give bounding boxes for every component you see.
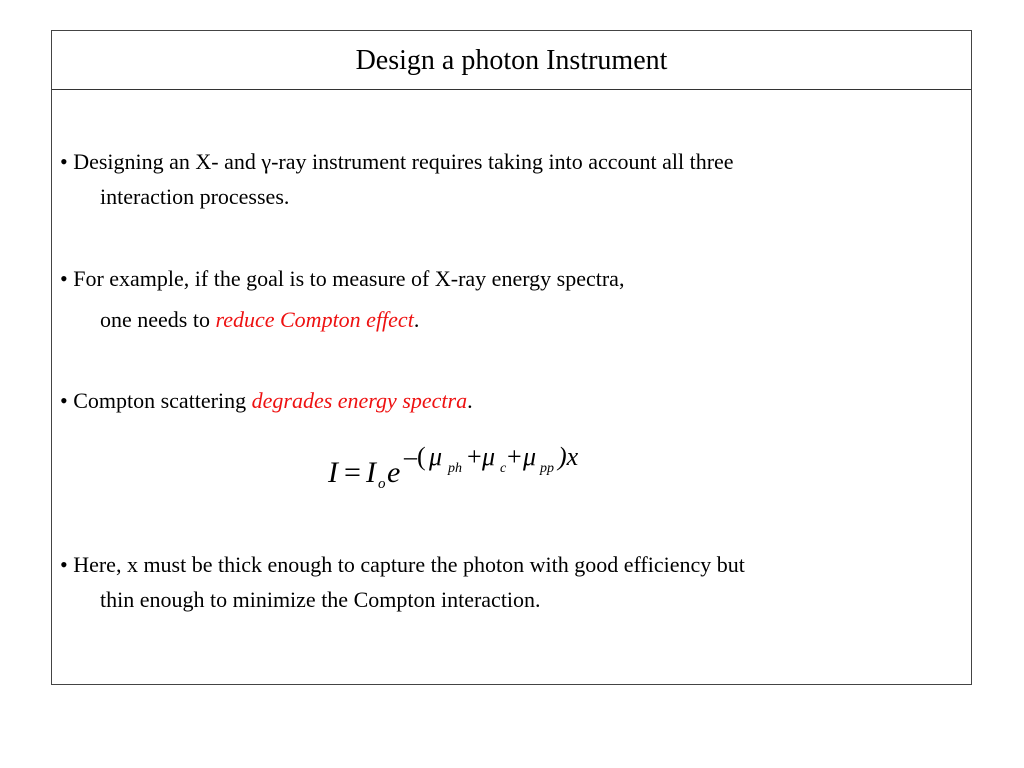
bullet-1-line-1: • Designing an X- and γ-ray instrument requires taking into account all three [60, 149, 734, 174]
formula-mu-ph: μ [429, 442, 443, 471]
formula-exp-base: e [387, 456, 401, 489]
bullet-1-line-2: interaction processes. [100, 184, 290, 209]
formula-sub-c: c [500, 461, 507, 476]
formula-plus-2: + [507, 442, 522, 471]
title-bar [52, 31, 971, 90]
formula-minus-paren: –( [404, 442, 426, 471]
slide-title: Design a photon Instrument [355, 45, 668, 76]
bullet-4-line-2: thin enough to minimize the Compton interaction. [100, 587, 541, 612]
formula-base-subscript: o [378, 476, 386, 492]
bullet-3-prefix: • Compton scattering [60, 388, 252, 413]
bullet-3-suffix: . [467, 388, 473, 413]
formula-mu-pp: μ [523, 442, 537, 471]
formula-lhs: I [328, 456, 338, 489]
formula-plus-1: + [467, 442, 482, 471]
formula-sub-pp: pp [540, 461, 554, 476]
bullet-2-emphasis: reduce Compton effect [215, 307, 414, 332]
formula-sub-ph: ph [448, 461, 462, 476]
bullet-3-emphasis: degrades energy spectra [251, 388, 468, 413]
bullet-2-line-1: • For example, if the goal is to measure of X-ray energy spectra, [60, 266, 625, 291]
formula-equals: = [344, 456, 361, 489]
bullet-2-suffix: . [413, 307, 420, 332]
bullet-2-prefix: one needs to [100, 307, 216, 332]
formula-close-x: )x [558, 442, 579, 471]
bullet-2-line-2 [100, 302, 419, 337]
attenuation-formula [278, 408, 598, 498]
formula-mu-c: μ [482, 442, 496, 471]
bullet-4-line-1: • Here, x must be thick enough to capture the photon with good efficiency but [60, 552, 745, 577]
formula-base: I [366, 456, 376, 489]
